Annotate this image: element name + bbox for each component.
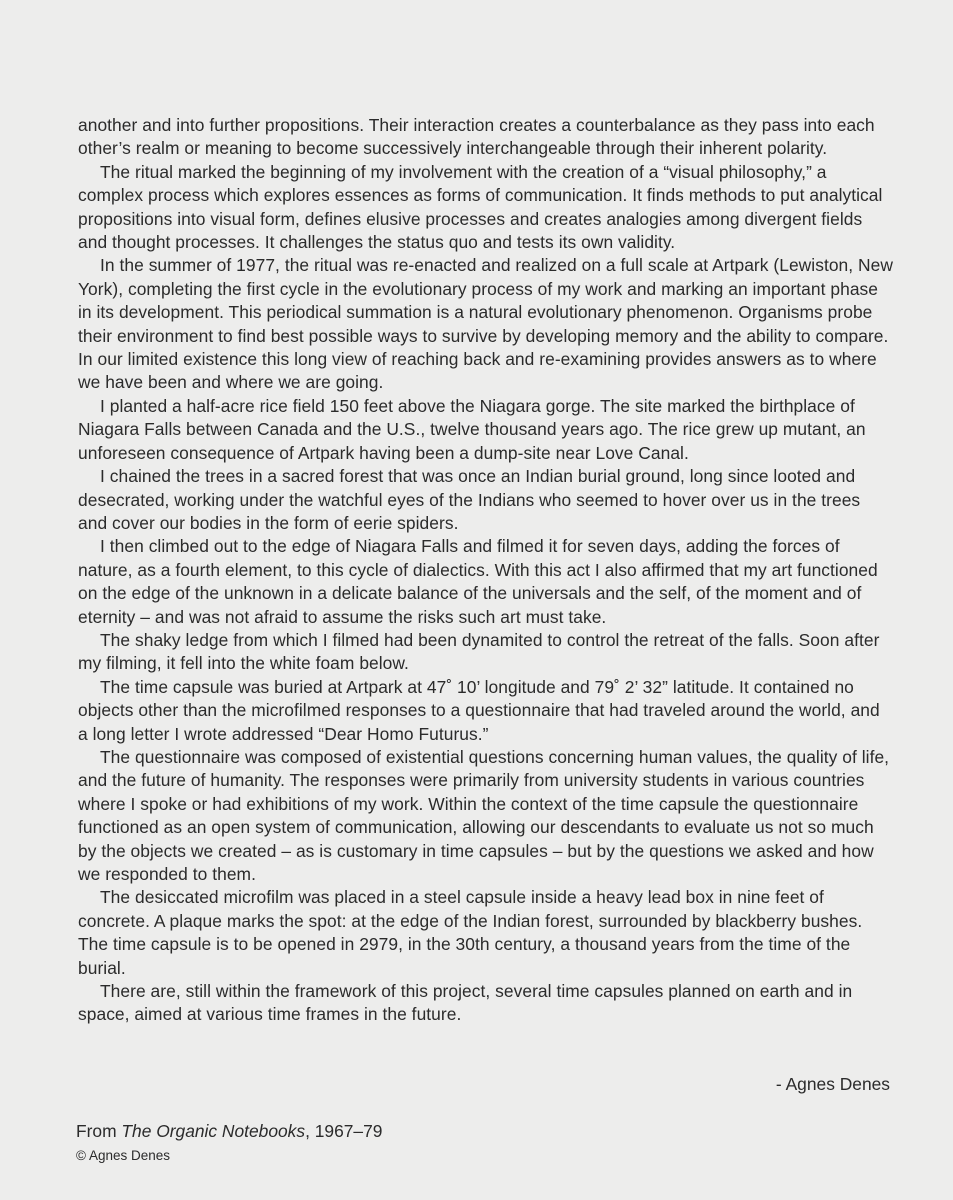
paragraph-1: another and into further propositions. Their interaction creates a counterbalance as they pass into each other’s realm or meaning to become successively interchangeable through their inherent polarity. — [78, 115, 875, 159]
paragraph-9: The questionnaire was composed of existential questions concerning human values, the quality of life, and the future of humanity. The responses were primarily from university students in various countries where I spoke or had exhibitions of my work. Within the context of the time capsule the questionnaire functioned as an open system of communication, allowing our descendants to evaluate us not so much by the objects we created – as is customary in time capsules – but by the questions we asked and how we responded to them. — [78, 746, 890, 884]
paragraph-3: In the summer of 1977, the ritual was re-enacted and realized on a full scale at Artpark (Lewiston, New York), completing the first cycle in the evolutionary process of my work and marking an important phase in its development. This periodical summation is a natural evolutionary phenomenon. Organisms probe their environment to find best possible ways to survive by developing memory and the ability to compare. In our limited existence this long view of reaching back and re-examining provides answers as to where we have been and where we are going. — [78, 255, 893, 393]
copyright-notice: © Agnes Denes — [76, 1148, 171, 1163]
paragraph-10: The desiccated microfilm was placed in a steel capsule inside a heavy lead box in nine feet of concrete. A plaque marks the spot: at the edge of the Indian forest, surrounded by blackberry bushes. The time capsule is to be opened in 2979, in the 30th century, a thousand years from the time of the burial. — [78, 887, 863, 978]
paragraph-5: I chained the trees in a sacred forest that was once an Indian burial ground, long since looted and desecrated, working under the watchful eyes of the Indians who seemed to hover over us in the trees and cover our bodies in the form of eerie spiders. — [78, 466, 861, 533]
source-citation — [76, 1120, 382, 1143]
paragraph-8: The time capsule was buried at Artpark at 47˚ 10’ longitude and 79˚ 2’ 32” latitude. It contained no objects other than the microfilmed responses to a questionnaire that had traveled around the world, and a long letter I wrote addressed “Dear Homo Futurus.” — [78, 676, 880, 744]
paragraph-2: The ritual marked the beginning of my involvement with the creation of a “visual philosophy,” a complex process which explores essences as forms of communication. It finds methods to put analytical propositions into visual form, defines elusive processes and creates analogies among divergent fields and thought processes. It challenges the status quo and tests its own validity. — [78, 161, 883, 253]
essay-body — [78, 114, 893, 1027]
paragraph-6: I then climbed out to the edge of Niagara Falls and filmed it for seven days, adding the forces of nature, as a fourth element, to this cycle of dialectics. With this act I also affirmed that my art functioned on the edge of the unknown in a delicate balance of the universals and the self, of the moment and of eternity – and was not afraid to assume the risks such art must take. — [78, 536, 878, 627]
paragraph-4: I planted a half-acre rice field 150 feet above the Niagara gorge. The site marked the birthplace of Niagara Falls between Canada and the U.S., twelve thousand years ago. The rice grew up mutant, an unforeseen consequence of Artpark having been a dump-site near Love Canal. — [78, 395, 866, 463]
source-years: , 1967–79 — [305, 1121, 383, 1141]
paragraph-11: There are, still within the framework of this project, several time capsules planned on earth and in space, aimed at various time frames in the future. — [78, 981, 853, 1025]
source-prefix: From — [76, 1121, 122, 1141]
source-title: The Organic Notebooks — [121, 1121, 306, 1141]
paragraph-7: The shaky ledge from which I filmed had been dynamited to control the retreat of the falls. Soon after my filming, it fell into the white foam below. — [78, 629, 880, 674]
author-signature: - Agnes Denes — [775, 1074, 890, 1094]
